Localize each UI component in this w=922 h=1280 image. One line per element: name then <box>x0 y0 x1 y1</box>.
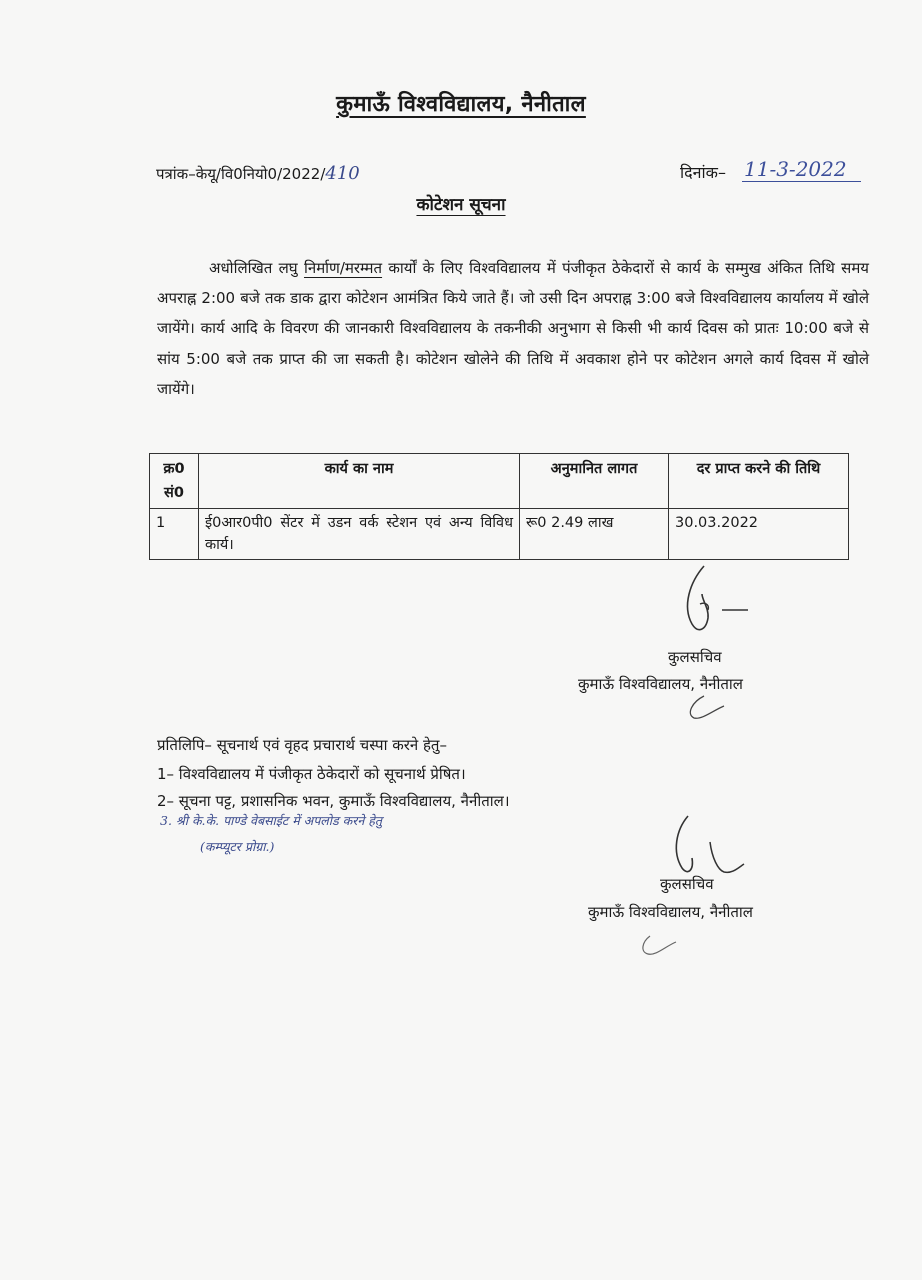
copy-item: 2– सूचना पट्ट, प्रशासनिक भवन, कुमाऊँ विश्वविद्यालय, नैनीताल। <box>157 792 510 810</box>
signature-2-org: कुमाऊँ विश्वविद्यालय, नैनीताल <box>588 903 753 921</box>
initials-2 <box>636 930 686 960</box>
cell-cost: रू0 2.49 लाख <box>520 509 669 560</box>
university-title: कुमाऊँ विश्वविद्यालय, नैनीताल <box>336 92 586 117</box>
cell-date: 30.03.2022 <box>669 509 849 560</box>
notice-body: अधोलिखित लघु निर्माण/मरम्मत कार्यों के लिए विश्वविद्यालय में पंजीकृत ठेकेदारों से कार्य के सम्मुख अंकित तिथि समय अपराह्न 2:00 बजे तक डाक द्वारा कोटेशन आमंत्रित किये जाते हैं। जो उसी दिन अपराह्न 3:00 बजे विश्वविद्यालय कार्यालय में खोले जायेंगे। कार्य आदि के विवरण की जानकारी विश्वविद्यालय के तकनीकी अनुभाग से किसी भी कार्य दिवस को प्रातः 10:00 बजे से सांय 5:00 बजे तक प्राप्त की जा सकती है। कोटेशन खोलेने की तिथि में अवकाश होने पर कोटेशन अगले कार्य दिवस में खोले जायेंगे। <box>157 259 869 398</box>
initials-1 <box>684 692 744 722</box>
quotation-table <box>149 453 849 560</box>
handwritten-date: 11-3-2022 <box>742 157 861 182</box>
table-header-row <box>150 454 849 509</box>
date-label: दिनांक– <box>680 163 726 182</box>
cell-work-name: ई0आर0पी0 सेंटर में उडन वर्क स्टेशन एवं अन्य विविध कार्य। <box>199 509 520 560</box>
copy-heading: प्रतिलिपि– सूचनार्थ एवं वृहद प्रचारार्थ चस्पा करने हेतु– <box>157 736 447 754</box>
header-sno: क्र0 सं0 <box>150 454 199 509</box>
handwritten-copy-item-note: (कम्प्यूटर प्रोग्रा.) <box>200 839 275 854</box>
signature-1-org: कुमाऊँ विश्वविद्यालय, नैनीताल <box>578 675 743 693</box>
signature-1-designation: कुलसचिव <box>668 648 722 666</box>
signature-1 <box>672 560 762 640</box>
copy-item: 1– विश्वविद्यालय में पंजीकृत ठेकेदारों को सूचनार्थ प्रेषित। <box>157 765 466 783</box>
signature-2 <box>652 812 752 882</box>
handwritten-reference-number: 410 <box>325 163 360 184</box>
signature-2-designation: कुलसचिव <box>660 875 714 893</box>
header-estimated-cost: अनुमानित लागत <box>520 454 669 509</box>
handwritten-copy-item: 3. श्री के.के. पाण्डे वेबसाईट में अपलोड करने हेतु <box>160 813 383 828</box>
notice-title: कोटेशन सूचना <box>416 195 506 215</box>
header-rate-date: दर प्राप्त करने की तिथि <box>669 454 849 509</box>
underlined-work-type: निर्माण/मरम्मत <box>303 259 383 277</box>
reference-number: पत्रांक–केयू/वि0नियो0/2022/410 <box>156 163 360 184</box>
cell-sno: 1 <box>150 509 199 560</box>
header-work-name: कार्य का नाम <box>199 454 520 509</box>
table-row <box>150 509 849 560</box>
